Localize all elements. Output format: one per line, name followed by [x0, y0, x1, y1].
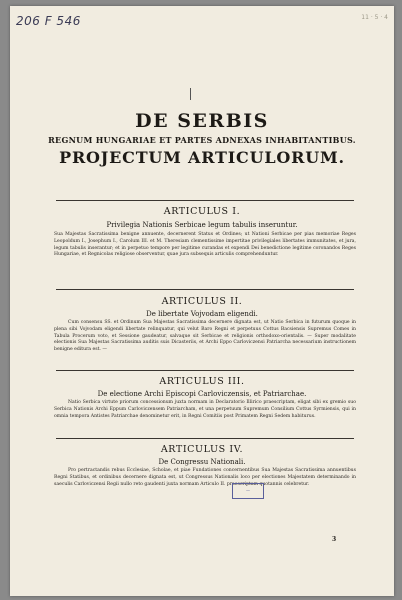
article-2-text: [54, 320, 356, 354]
title-main: DE SERBIS: [135, 110, 269, 132]
library-stamp: —: [232, 483, 264, 499]
article-1-text: [54, 232, 356, 259]
article-4-text: [54, 468, 356, 488]
article-1-heading: ARTICULUS I.: [163, 206, 241, 217]
article-1-body: Sua Majestas Sacratissima benigne annuente, decernerent Status et Ordines; ut Nationi Serbicae per pias memoriae Reges Leopoldum I., Josephum I., Carolum III. et M. Theresiam clementissime impertitae privilegiales libertates immunitates, et jura, legum tabulis inserantur; et in perpetuo tempore per legitime curandas et expendi Dei benedictione legitime coronandos Reges Hungariae, et Regnicolas religiose observentur, quae jura subsequis articulis comprehenduntur.: [54, 232, 356, 258]
article-1-subtitle: Privilegia Nationis Serbicae legum tabulis inseruntur.: [106, 221, 298, 229]
article-3-body: Natio Serbica virtute priorum concessionum juxta normam in Declaratorio Illirico praescriptam, eligat sibi ex gremio suo Serbica Nationis Archi Eppum Carloviczensem Patriarcham, et una perpetuum Supremum Consilium Cottus Syrmiensis, qui in omnia tempora Antistes Patriarchae denominetur erit, in Regni Comitiis post Primatem Regni Sedem habiturus.: [54, 400, 356, 419]
article-4-subtitle: De Congressu Nationali.: [158, 458, 246, 466]
document-page: [10, 6, 394, 596]
pencil-mark: [190, 88, 191, 100]
page-number: 3: [332, 536, 337, 543]
article-2-body: Cum consensu SS. et Ordinum Sua Majestas Sacratissima decernere dignata est, ut Natio Serbica in futurum quoque in plena sibi Vojvodam eligendi libertate relinquatur, qui velut Baro Regni et perpetuus Cottus Bacsiensis Supremus Comes in Tabula Procerum voto, et Sessione gaudeatur, salvaque sit Serbicae et religionis orthodoxo-orientalis. — Super modalitate electionis Sua Majestas Sacratissima auditis suis Dicasteriis, et Archi Eppo Carloviczensi Patriarcha necessarium instructionem benigne editura est. —: [54, 320, 356, 353]
article-3-heading: ARTICULUS III.: [159, 376, 245, 387]
article-3-text: [54, 400, 356, 420]
article-4-body: Pro pertractandis rebus Ecclesiae, Scholae, et piae Fundationes concernentibus Sua Majestas Sacratissima annuentibus Regni Statibus, et ordinibus decernere dignata est, ut Congressus Nationalis loco per electiones Majestatem determinando in saeculis Carloviczensi Regii nullo reto gaudenti juxta normam Articulo II. praescriptam quotannis celebretur.: [54, 468, 356, 487]
divider-rule: [56, 289, 354, 290]
article-4-heading: ARTICULUS IV.: [160, 444, 244, 455]
divider-rule: [56, 370, 354, 371]
article-2-heading: ARTICULUS II.: [161, 296, 243, 307]
divider-rule: [56, 438, 354, 439]
article-2-subtitle: De libertate Vojvodam eligendi.: [146, 310, 258, 318]
article-3-subtitle: De electione Archi Episcopi Carloviczensis, et Patriarchae.: [97, 390, 307, 398]
handwritten-shelfmark: 206 F 546: [16, 14, 81, 28]
corner-note: 11 · 5 · 4: [361, 14, 388, 21]
title-projectum: PROJECTUM ARTICULORUM.: [59, 148, 345, 167]
divider-rule: [56, 200, 354, 201]
title-subtitle: REGNUM HUNGARIAE ET PARTES ADNEXAS INHABITANTIBUS.: [48, 135, 356, 145]
